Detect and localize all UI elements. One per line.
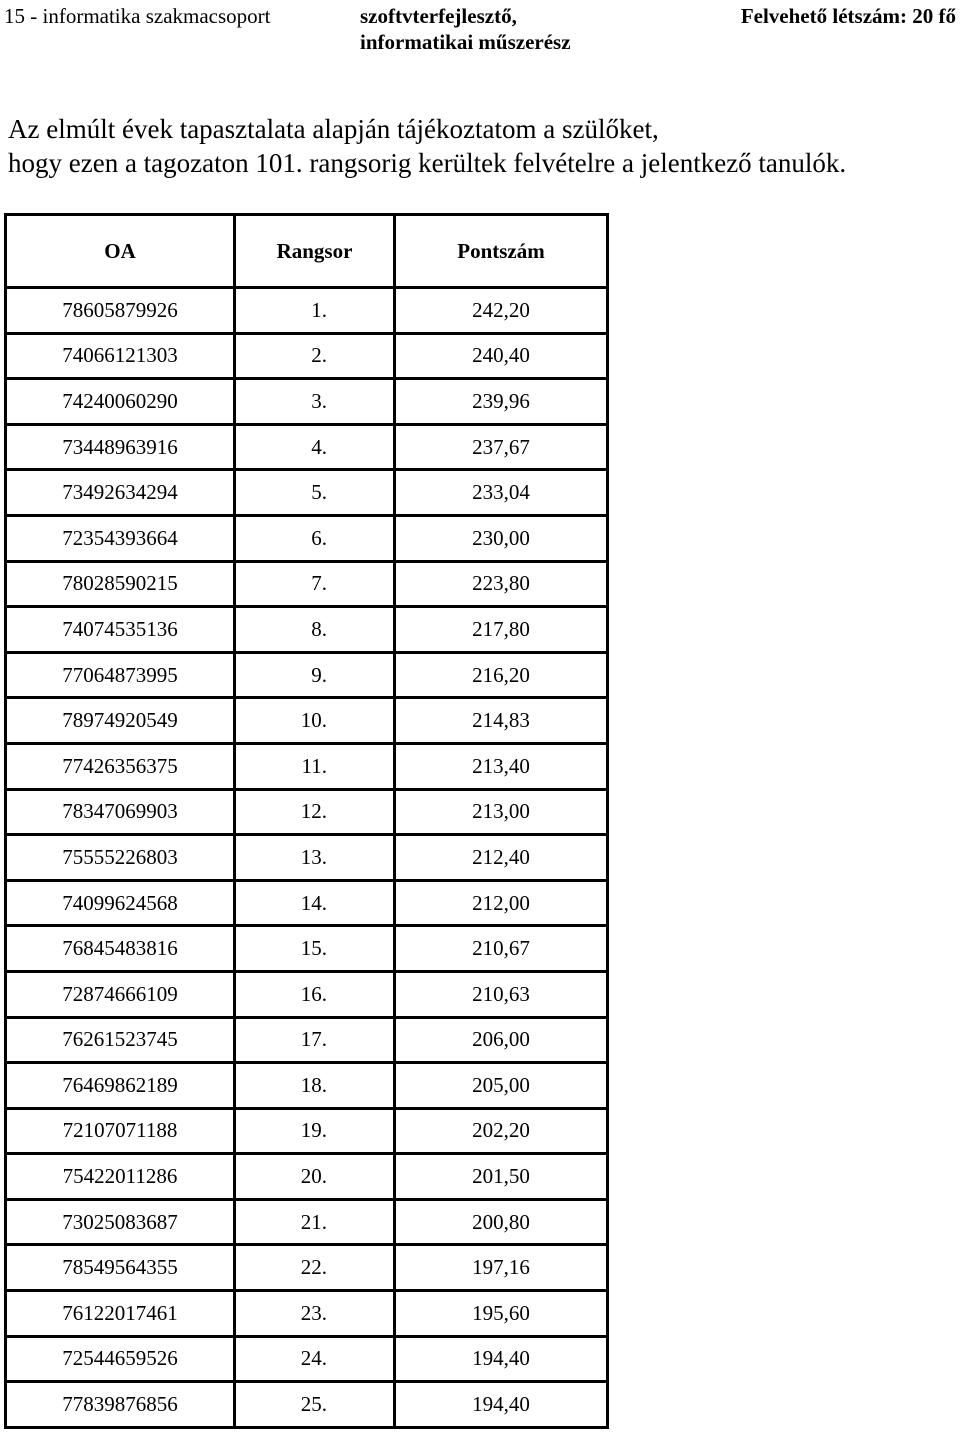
cell-rangsor: 6.: [235, 515, 395, 561]
page-header: [0, 0, 960, 60]
table-row: [6, 1336, 608, 1382]
table-row: [6, 288, 608, 334]
cell-pontszam: 230,00: [395, 515, 608, 561]
cell-oa: 74240060290: [6, 379, 235, 425]
cell-oa: 72354393664: [6, 515, 235, 561]
cell-oa: 73492634294: [6, 470, 235, 516]
cell-rangsor: 3.: [235, 379, 395, 425]
table-row: [6, 1154, 608, 1200]
cell-pontszam: 202,20: [395, 1108, 608, 1154]
table-row: [6, 1017, 608, 1063]
table-header-row: [6, 215, 608, 288]
header-program: [360, 3, 571, 55]
cell-oa: 78605879926: [6, 288, 235, 334]
column-header-rangsor: Rangsor: [235, 215, 395, 288]
table-row: [6, 698, 608, 744]
cell-rangsor: 21.: [235, 1199, 395, 1245]
cell-rangsor: 5.: [235, 470, 395, 516]
cell-pontszam: 212,40: [395, 835, 608, 881]
cell-rangsor: 11.: [235, 743, 395, 789]
cell-oa: 77426356375: [6, 743, 235, 789]
cell-pontszam: 214,83: [395, 698, 608, 744]
table-row: [6, 1245, 608, 1291]
cell-pontszam: 240,40: [395, 333, 608, 379]
cell-rangsor: 2.: [235, 333, 395, 379]
cell-oa: 73025083687: [6, 1199, 235, 1245]
intro-line2: hogy ezen a tagozaton 101. rangsorig kerültek felvételre a jelentkező tanulók.: [8, 148, 847, 178]
cell-rangsor: 10.: [235, 698, 395, 744]
cell-oa: 72544659526: [6, 1336, 235, 1382]
cell-oa: 78549564355: [6, 1245, 235, 1291]
cell-pontszam: 194,40: [395, 1336, 608, 1382]
table-row: [6, 515, 608, 561]
table-row: [6, 789, 608, 835]
table-row: [6, 470, 608, 516]
cell-oa: 72874666109: [6, 971, 235, 1017]
header-capacity: Felvehető létszám: 20 fő: [740, 4, 956, 28]
cell-pontszam: 205,00: [395, 1063, 608, 1109]
cell-oa: 78347069903: [6, 789, 235, 835]
table-row: [6, 1291, 608, 1337]
cell-pontszam: 239,96: [395, 379, 608, 425]
cell-oa: 76845483816: [6, 926, 235, 972]
cell-rangsor: 18.: [235, 1063, 395, 1109]
column-header-pontszam: Pontszám: [395, 215, 608, 288]
cell-oa: 76261523745: [6, 1017, 235, 1063]
cell-pontszam: 195,60: [395, 1291, 608, 1337]
header-department: 15 - informatika szakmacsoport: [4, 4, 271, 28]
cell-oa: 74099624568: [6, 880, 235, 926]
table-row: [6, 561, 608, 607]
table-row: [6, 652, 608, 698]
table-row: [6, 880, 608, 926]
cell-rangsor: 8.: [235, 607, 395, 653]
intro-paragraph: [8, 112, 846, 180]
cell-oa: 73448963916: [6, 424, 235, 470]
cell-rangsor: 7.: [235, 561, 395, 607]
cell-rangsor: 25.: [235, 1382, 395, 1428]
cell-rangsor: 19.: [235, 1108, 395, 1154]
cell-rangsor: 4.: [235, 424, 395, 470]
cell-pontszam: 194,40: [395, 1382, 608, 1428]
table-row: [6, 607, 608, 653]
cell-oa: 77839876856: [6, 1382, 235, 1428]
cell-oa: 75555226803: [6, 835, 235, 881]
cell-pontszam: 206,00: [395, 1017, 608, 1063]
cell-pontszam: 217,80: [395, 607, 608, 653]
table-row: [6, 1108, 608, 1154]
table-row: [6, 743, 608, 789]
cell-rangsor: 23.: [235, 1291, 395, 1337]
cell-pontszam: 200,80: [395, 1199, 608, 1245]
cell-rangsor: 9.: [235, 652, 395, 698]
cell-pontszam: 213,40: [395, 743, 608, 789]
cell-oa: 78974920549: [6, 698, 235, 744]
cell-oa: 74066121303: [6, 333, 235, 379]
intro-line1: Az elmúlt évek tapasztalata alapján tájékoztatom a szülőket,: [8, 114, 659, 144]
cell-pontszam: 201,50: [395, 1154, 608, 1200]
cell-rangsor: 17.: [235, 1017, 395, 1063]
cell-pontszam: 197,16: [395, 1245, 608, 1291]
table-row: [6, 971, 608, 1017]
cell-rangsor: 1.: [235, 288, 395, 334]
table-row: [6, 1382, 608, 1428]
cell-rangsor: 15.: [235, 926, 395, 972]
table-row: [6, 1063, 608, 1109]
table-row: [6, 835, 608, 881]
cell-oa: 76122017461: [6, 1291, 235, 1337]
cell-pontszam: 210,63: [395, 971, 608, 1017]
cell-pontszam: 223,80: [395, 561, 608, 607]
cell-oa: 72107071188: [6, 1108, 235, 1154]
cell-rangsor: 13.: [235, 835, 395, 881]
cell-pontszam: 237,67: [395, 424, 608, 470]
header-program-line2: informatikai műszerész: [360, 30, 571, 54]
cell-oa: 76469862189: [6, 1063, 235, 1109]
header-program-line1: szoftvterfejlesztő,: [360, 4, 517, 28]
cell-rangsor: 22.: [235, 1245, 395, 1291]
table-row: [6, 424, 608, 470]
cell-rangsor: 24.: [235, 1336, 395, 1382]
cell-rangsor: 14.: [235, 880, 395, 926]
cell-rangsor: 12.: [235, 789, 395, 835]
cell-oa: 78028590215: [6, 561, 235, 607]
cell-pontszam: 216,20: [395, 652, 608, 698]
table-row: [6, 1199, 608, 1245]
cell-oa: 75422011286: [6, 1154, 235, 1200]
cell-pontszam: 210,67: [395, 926, 608, 972]
cell-oa: 77064873995: [6, 652, 235, 698]
table-row: [6, 333, 608, 379]
table-row: [6, 926, 608, 972]
table-body: [6, 288, 608, 1428]
cell-pontszam: 242,20: [395, 288, 608, 334]
ranking-table: [4, 213, 609, 1429]
cell-oa: 74074535136: [6, 607, 235, 653]
cell-pontszam: 212,00: [395, 880, 608, 926]
table-row: [6, 379, 608, 425]
cell-pontszam: 233,04: [395, 470, 608, 516]
column-header-oa: OA: [6, 215, 235, 288]
cell-pontszam: 213,00: [395, 789, 608, 835]
cell-rangsor: 20.: [235, 1154, 395, 1200]
cell-rangsor: 16.: [235, 971, 395, 1017]
